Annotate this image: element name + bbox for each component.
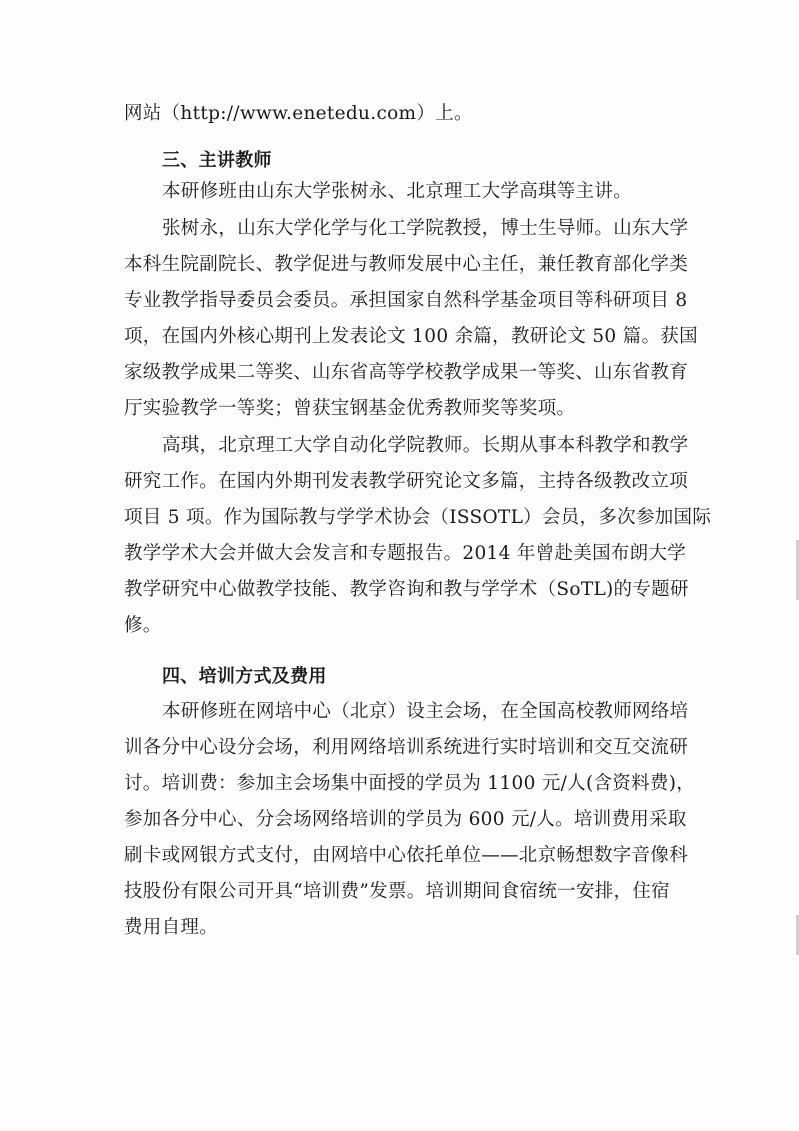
paragraph-line: 张树永，山东大学化学与化工学院教授，博士生导师。山东大学: [162, 218, 689, 239]
paragraph-line: 费用自理。: [124, 917, 219, 938]
paragraph-line: 训各分中心设分会场，利用网络培训系统进行实时培训和交互交流研: [124, 737, 689, 758]
paragraph-line: 本研修班在网培中心（北京）设主会场，在全国高校教师网络培: [162, 701, 689, 722]
paragraph-line: 讨。培训费：参加主会场集中面授的学员为 1100 元/人(含资料费)，: [124, 773, 696, 794]
paragraph-line: 高琪，北京理工大学自动化学院教师。长期从事本科教学和教学: [162, 435, 689, 456]
paragraph-line: 家级教学成果二等奖、山东省高等学校教学成果一等奖、山东省教育: [124, 362, 689, 383]
paragraph-line: 本研修班由山东大学张树永、北京理工大学高琪等主讲。: [162, 181, 633, 202]
paragraph-line: 专业教学指导委员会委员。承担国家自然科学基金项目等科研项目 8: [124, 290, 688, 311]
paragraph-line: 项目 5 项。作为国际教与学学术协会（ISSOTL）会员，多次参加国际: [124, 507, 712, 528]
paragraph-line: 厅实验教学一等奖；曾获宝钢基金优秀教师奖等奖项。: [124, 398, 576, 419]
paragraph-line: 教学学术大会并做大会发言和专题报告。2014 年曾赴美国布朗大学: [124, 543, 687, 564]
paragraph-line: 修。: [124, 615, 162, 636]
intro-line: 网站（http://www.enetedu.com）上。: [124, 103, 473, 124]
paragraph-line: 研究工作。在国内外期刊发表教学研究论文多篇，主持各级教改立项: [124, 471, 689, 492]
section-heading-training: 四、培训方式及费用: [162, 666, 327, 687]
paragraph-line: 项，在国内外核心期刊上发表论文 100 余篇，教研论文 50 篇。获国: [124, 326, 698, 347]
paragraph-line: 技股份有限公司开具“培训费”发票。培训期间食宿统一安排，住宿: [124, 881, 670, 902]
paragraph-line: 教学研究中心做教学技能、教学咨询和教与学学术（SoTL)的专题研: [124, 579, 689, 600]
paragraph-line: 本科生院副院长、教学促进与教师发展中心主任，兼任教育部化学类: [124, 254, 689, 275]
paragraph-line: 刷卡或网银方式支付，由网培中心依托单位——北京畅想数字音像科: [124, 845, 689, 866]
paragraph-line: 参加各分中心、分会场网络培训的学员为 600 元/人。培训费用采取: [124, 809, 687, 830]
section-heading-speakers: 三、主讲教师: [162, 150, 272, 171]
